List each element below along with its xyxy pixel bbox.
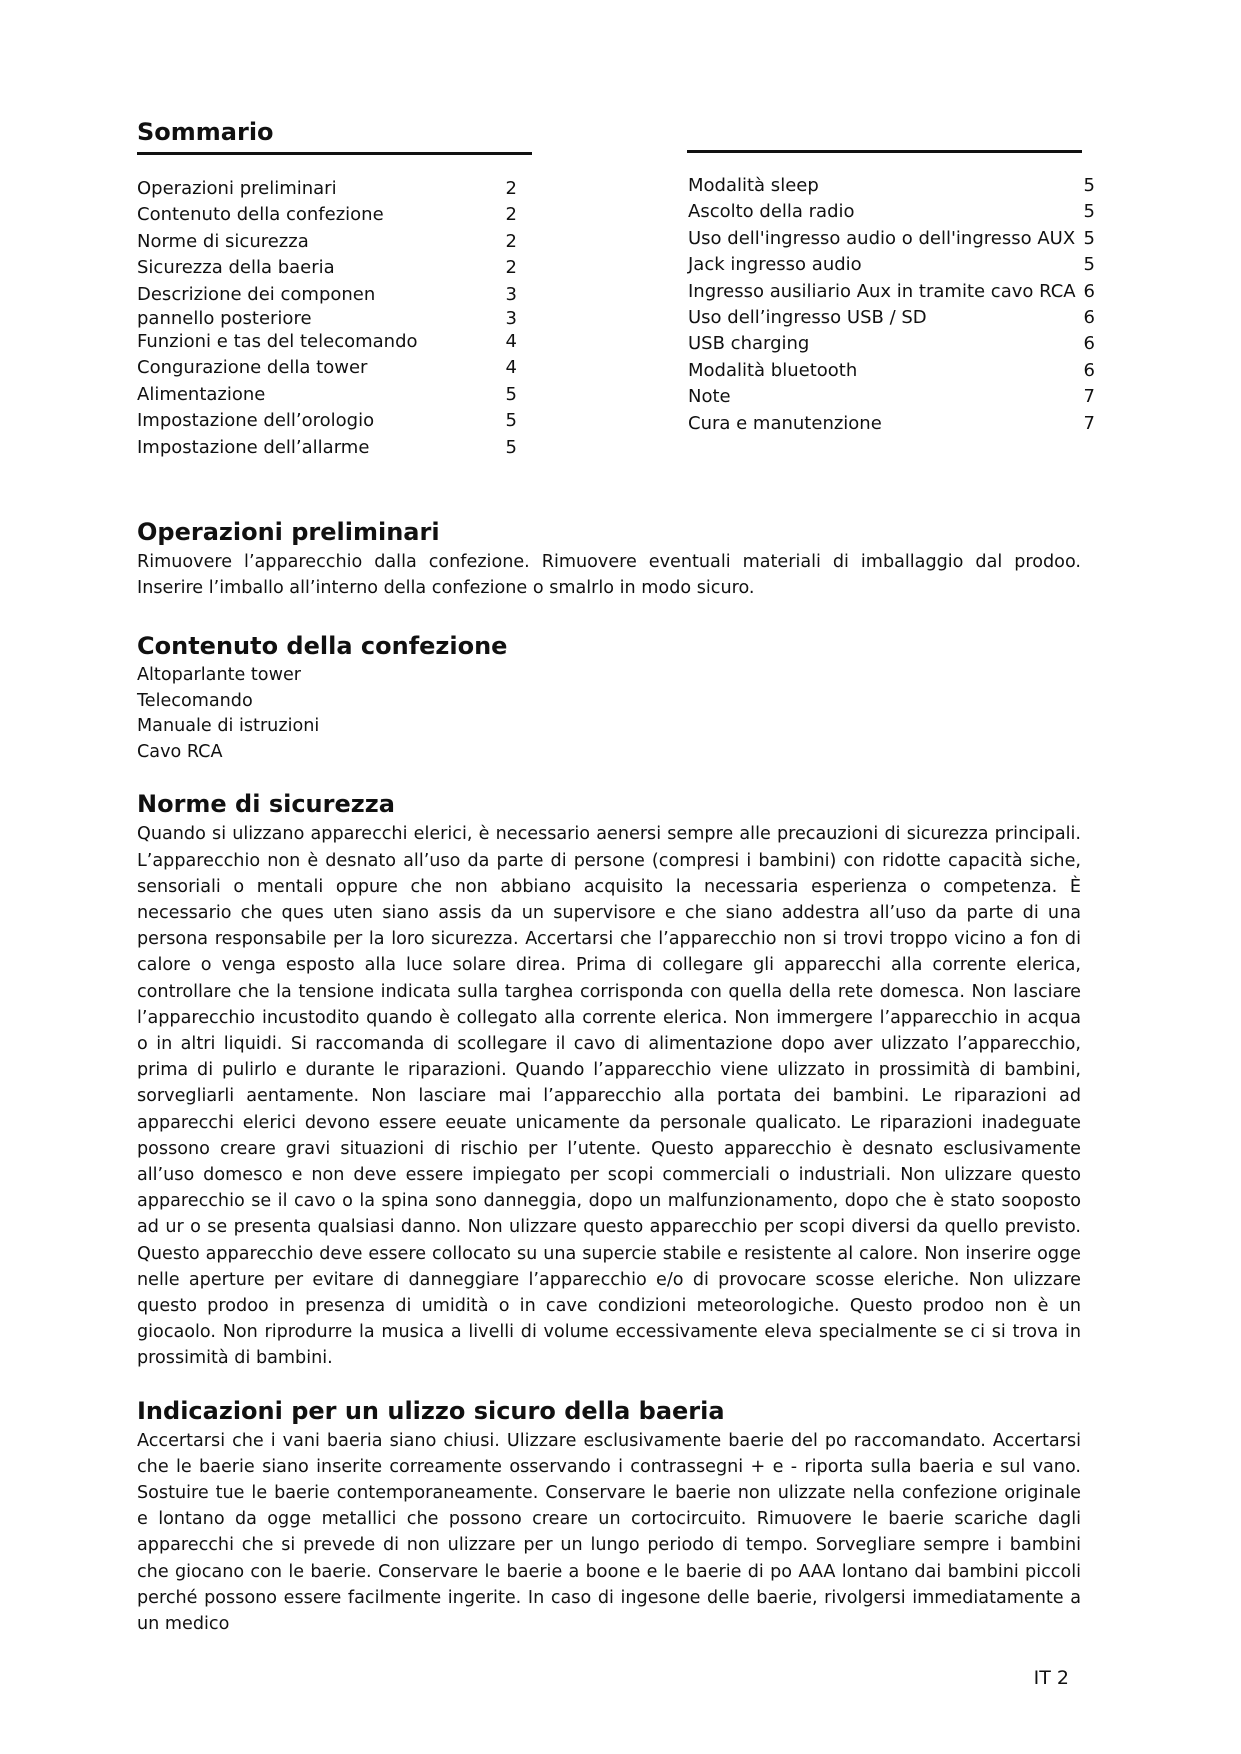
section-body: Rimuovere l’apparecchio dalla confezione. Rimuovere eventuali materiali di imballaggio dal prodoo. Inserire l’imballo all’interno della confezione o smalrlo in modo sicuro. <box>137 552 1081 599</box>
toc-entry: Funzioni e tas del telecomando 4 <box>137 330 517 352</box>
toc-entry: Modalità bluetooth 6 <box>688 359 1095 381</box>
main-content <box>137 515 1081 1659</box>
toc-entry: Modalità sleep 5 <box>688 175 1095 196</box>
toc-entry: Impostazione dell’orologio 5 <box>137 410 517 432</box>
section-heading: Norme di sicurezza <box>137 790 395 819</box>
toc-entry: Congurazione della tower 4 <box>137 357 517 379</box>
section-body: Quando si ulizzano apparecchi elerici, è necessario aenersi sempre alle precauzioni di sicurezza principali. L’apparecchio non è desnato all’uso da parte di persone (compresi i bambini) con ridotte capacità siche, sensoriali o mentali oppure che non abbiano acquisito la necessaria esperienza o competenza. È necessario che ques uten siano assis da un supervisore e che siano addestra all’uso da parte di una persona responsabile per la loro sicurezza. Accertarsi che l’apparecchio non si trovi troppo vicino a fon di calore o venga esposto alla luce solare direa. Prima di collegare gli apparecchi alla corrente elerica, controllare che la tensione indicata sulla targhea corrisponda con quella della rete domesca. Non lasciare l’apparecchio incustodito quando è collegato alla corrente elerica. Non immergere l’apparecchio in acqua o in altri liquidi. Si raccomanda di scollegare il cavo di alimentazione dopo aver ulizzato l’apparecchio, prima di pulirlo e durante le riparazioni. Quando l’apparecchio viene ulizzato in prossimità di bambini, sorvegliarli aentamente. Non lasciare mai l’apparecchio alla portata dei bambini. Le riparazioni ad apparecchi elerici devono essere eeuate unicamente da personale qualicato. Le riparazioni inadeguate possono creare gravi situazioni di rischio per l’utente. Questo apparecchio è desnato esclusivamente all’uso domesco e non deve essere impiegato per scopi commerciali o industriali. Non ulizzare questo apparecchio se il cavo o la spina sono danneggia, dopo un malfunzionamento, dopo che è stato sooposto ad ur o se presenta qualsiasi danno. Non ulizzare questo apparecchio per scopi diversi da quello previsto. Questo apparecchio deve essere collocato su una supercie stabile e resistente al calore. Non inserire ogge nelle aperture per evitare di danneggiare l’apparecchio e/o di provocare scosse eleriche. Non ulizzare questo prodoo in presenza di umidità o in cave condizioni meteorologiche. Questo prodoo non è un giocaolo. Non riprodurre la musica a livelli di volume eccessivamente eleva specialmente se ci si trova in prossimità di bambini. <box>137 824 1081 1369</box>
toc-right-column <box>688 173 1095 437</box>
section-contenuto-confezione <box>137 629 1081 765</box>
toc-left-column <box>137 176 517 461</box>
section-heading: Operazioni preliminari <box>137 518 440 546</box>
toc-divider-left <box>137 152 532 155</box>
section-heading: Contenuto della confezione <box>137 632 508 661</box>
section-norme-sicurezza <box>137 787 1081 1371</box>
toc-entry: Operazioni preliminari 2 <box>137 178 517 199</box>
list-item: Cavo RCA <box>137 741 223 762</box>
toc-title: Sommario <box>137 118 274 146</box>
toc-entry: Cura e manutenzione 7 <box>688 412 1095 434</box>
toc-divider-right <box>687 150 1082 153</box>
toc-entry: Note 7 <box>688 386 1095 408</box>
toc-entry: pannello posteriore 3 <box>137 307 517 329</box>
toc-entry: USB charging 6 <box>688 333 1095 355</box>
toc-entry: Contenuto della confezione 2 <box>137 204 517 226</box>
section-heading: Indicazioni per un ulizzo sicuro della baeria <box>137 1396 725 1425</box>
toc-entry: Ingresso ausiliario Aux in tramite cavo RCA 6 <box>688 280 1095 302</box>
toc-entry: Ascolto della radio 5 <box>688 201 1095 223</box>
toc-entry: Impostazione dell’allarme 5 <box>137 436 517 458</box>
toc-entry: Alimentazione 5 <box>137 383 517 405</box>
section-sicurezza-baeria <box>137 1394 1081 1638</box>
toc-entry: Descrizione dei componen 3 <box>137 283 517 305</box>
package-contents-list <box>137 663 1081 765</box>
page-number: IT 2 <box>1033 1667 1069 1689</box>
list-item: Telecomando <box>137 690 253 711</box>
list-item: Manuale di istruzioni <box>137 716 320 737</box>
toc-entry: Uso dell’ingresso USB / SD 6 <box>688 306 1095 328</box>
toc-entry: Sicurezza della baeria 2 <box>137 257 517 279</box>
toc-entry: Uso dell'ingresso audio o dell'ingresso AUX 5 <box>688 227 1095 249</box>
toc-entry: Norme di sicurezza 2 <box>137 230 517 252</box>
list-item: Altoparlante tower <box>137 665 302 686</box>
toc-entry: Jack ingresso audio 5 <box>688 254 1095 276</box>
section-operazioni-preliminari <box>137 515 1081 601</box>
section-body: Accertarsi che i vani baeria siano chiusi. Ulizzare esclusivamente baerie del po raccomandato. Accertarsi che le baerie siano inserite correamente osservando i contrassegni + e - riporta sulla baeria e sul vano. Sostuire tue le baerie contemporaneamente. Conservare le baerie non ulizzate nella confezione originale e lontano da ogge metallici che possono creare un cortocircuito. Rimuovere le baerie scariche dagli apparecchi che si prevede di non ulizzare per un lungo periodo di tempo. Sorvegliare sempre i bambini che giocano con le baerie. Conservare le baerie a boone e le baerie di po AAA lontano dai bambini piccoli perché possono essere facilmente ingerite. In caso di ingesone delle baerie, rivolgersi immediatamente a un medico <box>137 1430 1081 1635</box>
